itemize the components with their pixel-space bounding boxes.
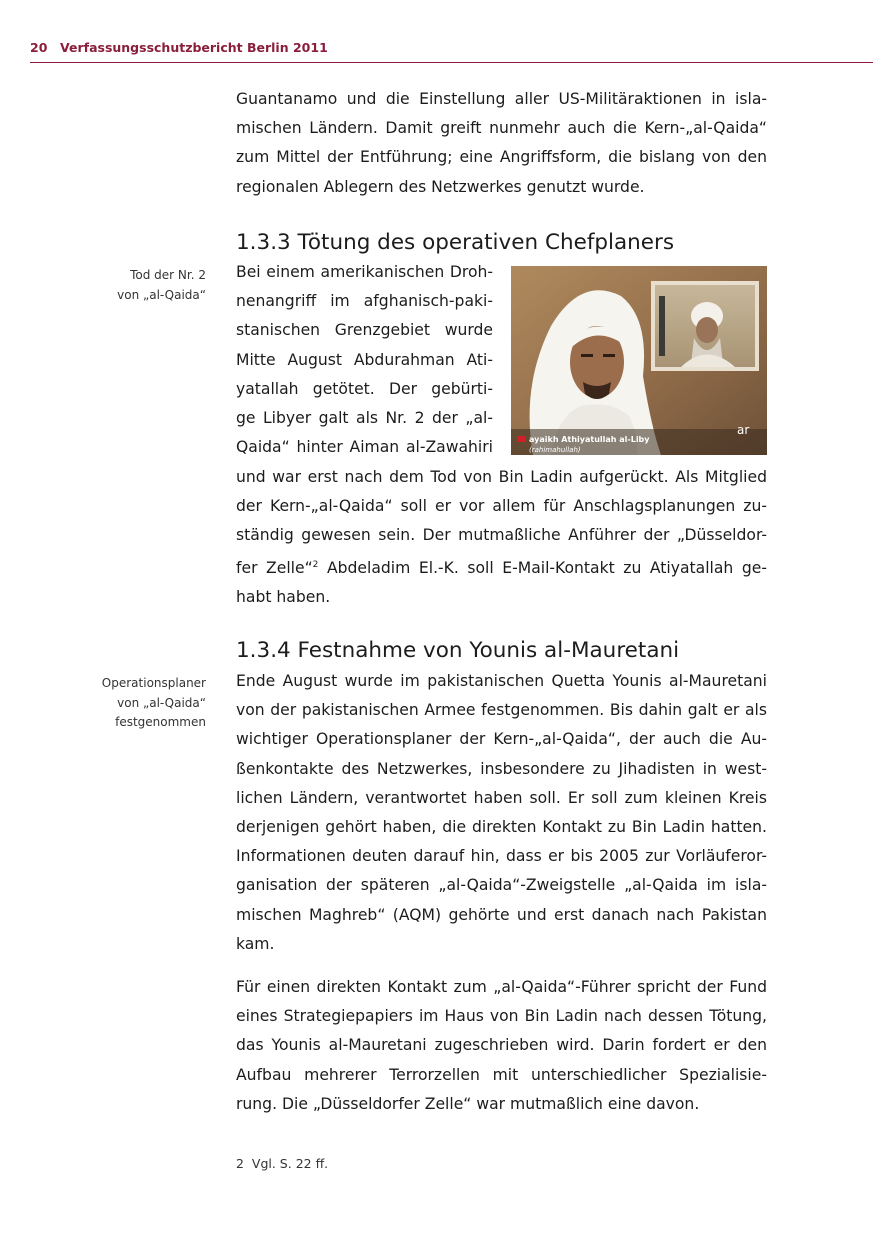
text-line: stanischen Grenzgebiet wurde: [236, 321, 493, 340]
text-line: das Younis al-Mauretani zugeschrieben wird. Darin fordert er den: [236, 1036, 767, 1055]
text-line: ständig gewesen sein. Der mutmaßliche Anführer der „Düsseldor-: [236, 526, 767, 545]
text-line: Mitte August Abdurahman Ati-: [236, 350, 493, 369]
footnote-text: Vgl. S. 22 ff.: [251, 1156, 329, 1171]
text-line: kam.: [236, 934, 275, 953]
text-line: Für einen direkten Kontakt zum „al-Qaida“-Führer spricht der Fund: [236, 978, 767, 996]
text-line: Ende August wurde im pakistanischen Quetta Younis al-Mauretani: [236, 672, 767, 690]
photo-caption-name: ayaikh Athiyatullah al-Liby: [529, 435, 650, 444]
photo-image: [511, 266, 767, 455]
text-line: eines Strategiepapiers im Haus von Bin Ladin nach dessen Tötung,: [236, 1007, 767, 1026]
section-heading-1-3-3: 1.3.3 Tötung des operativen Chefplaners: [236, 230, 675, 255]
margin-note-line: Operationsplaner: [101, 676, 206, 690]
margin-note-operationsplaner: [56, 674, 206, 733]
text-line: Bei einem amerikanischen Droh-: [236, 263, 493, 281]
text-line: yatallah getötet. Der gebürti-: [236, 379, 493, 398]
text-line: wichtiger Operationsplaner der Kern-„al-Qaida“, der auch die Au-: [236, 730, 767, 749]
photo-atiyatallah: [511, 266, 767, 455]
text-line: habt haben.: [236, 588, 331, 606]
footnote-reference: 2: [312, 559, 319, 570]
margin-note-line: von „al-Qaida“: [117, 695, 206, 710]
footnote-number: 2: [236, 1156, 244, 1171]
text-fragment: Abdeladim El.-K. soll E-Mail-Kontakt zu Atiyatallah ge-: [318, 558, 767, 577]
section-1-3-4-paragraph-2: [236, 973, 767, 1119]
text-line: mischen Maghreb“ (AQM) gehörte und erst danach nach Pakistan: [236, 905, 767, 924]
text-line: zum Mittel der Entführung; eine Angriffsform, die bislang von den: [236, 148, 767, 167]
text-line: der Kern-„al-Qaida“ soll er vor allem für Anschlagsplanungen zu-: [236, 497, 767, 516]
text-line: ge Libyer galt als Nr. 2 der „al-: [236, 409, 493, 428]
margin-note-line: von „al-Qaida“: [117, 287, 206, 302]
text-line: Guantanamo und die Einstellung aller US-Militäraktionen in isla-: [236, 90, 767, 108]
text-line-with-footnote: [236, 551, 767, 583]
text-line: mischen Ländern. Damit greift nunmehr auch die Kern-„al-Qaida“: [236, 119, 767, 138]
text-line: Aufbau mehrerer Terrorzellen mit unterschiedlicher Spezialisie-: [236, 1065, 767, 1084]
text-line: regionalen Ablegern des Netzwerkes genutzt wurde.: [236, 177, 645, 196]
photo-logo: ar: [737, 423, 750, 437]
section-1-3-3-text-full: [236, 463, 767, 612]
text-line: und war erst nach dem Tod von Bin Ladin aufgerückt. Als Mitglied: [236, 468, 767, 486]
text-fragment: fer Zelle“: [236, 558, 313, 577]
margin-note-line: Tod der Nr. 2: [130, 268, 206, 282]
section-1-3-3-text-narrow: [236, 258, 493, 462]
page-number: 20: [30, 40, 48, 55]
page-header: [30, 38, 873, 63]
text-line: Informationen deuten darauf hin, dass er bis 2005 zur Vorläuferor-: [236, 847, 767, 866]
text-line: derjenigen gehört haben, die direkten Kontakt zu Bin Ladin hatten.: [236, 818, 767, 837]
margin-note-tod: [56, 266, 206, 305]
running-title: Verfassungsschutzbericht Berlin 2011: [60, 40, 328, 55]
intro-paragraph: [236, 85, 767, 202]
text-line: ganisation der späteren „al-Qaida“-Zweigstelle „al-Qaida im isla-: [236, 876, 767, 895]
footnote: [236, 1156, 328, 1171]
text-line: Qaida“ hinter Aiman al-Zawahiri: [236, 438, 493, 457]
text-line: nenangriff im afghanisch-paki-: [236, 292, 493, 311]
section-heading-1-3-4: 1.3.4 Festnahme von Younis al-Mauretani: [236, 638, 680, 663]
text-line: von der pakistanischen Armee festgenommen. Bis dahin galt er als: [236, 701, 767, 720]
text-line: rung. Die „Düsseldorfer Zelle“ war mutmaßlich eine davon.: [236, 1094, 700, 1113]
text-line: lichen Ländern, verantwortet haben soll. Er soll zum kleinen Kreis: [236, 788, 767, 807]
section-1-3-4-paragraph-1: [236, 667, 767, 959]
margin-note-line: festgenommen: [115, 715, 206, 729]
photo-caption-sub: (rahimahullah): [529, 446, 581, 454]
text-line: ßenkontakte des Netzwerkes, insbesondere zu Jihadisten in west-: [236, 759, 767, 778]
